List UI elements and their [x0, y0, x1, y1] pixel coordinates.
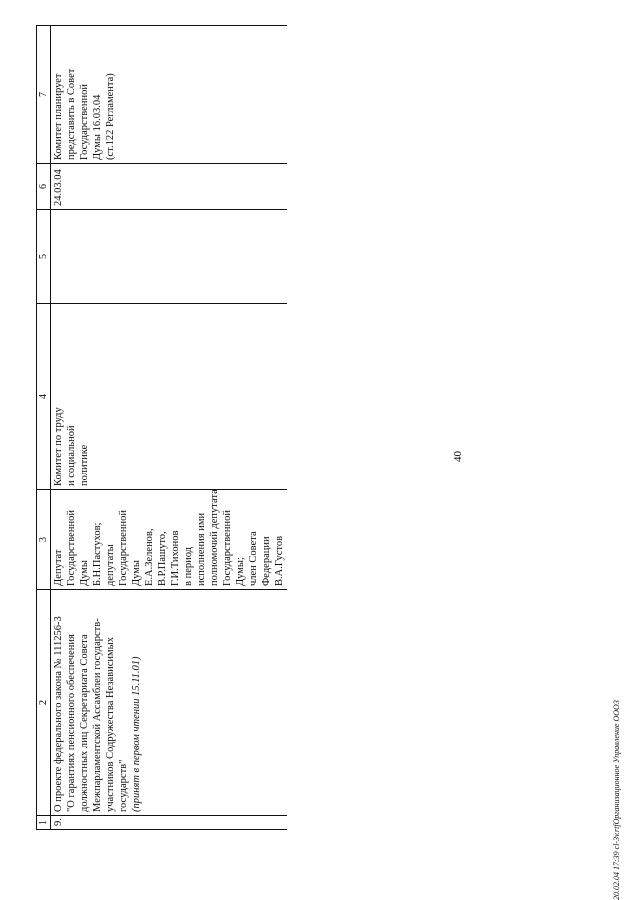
initiator-line: Б.Н.Пастухов; [92, 522, 103, 586]
note-line: представить в Совет [66, 68, 77, 160]
committee-line: политике [79, 444, 90, 486]
initiator-line: исполнения ими [196, 512, 207, 586]
committee-cell [51, 304, 288, 490]
initiator-line: Государственной [66, 510, 77, 586]
initiator-line: В.Р.Пашуто, [157, 531, 168, 586]
column5-cell [51, 210, 288, 304]
first-reading-note: (принят в первом чтении 15.11.01) [131, 656, 142, 812]
footer-stamp: 20.02.04 17:39 cl-3v.rtfОрганизационное Управление ООО3 [612, 700, 621, 900]
table-row [51, 26, 288, 830]
column-number: 3 [37, 490, 51, 590]
column-number: 2 [37, 590, 51, 816]
bill-title-line: "О гарантиях пенсионного обеспечения [66, 634, 77, 812]
committee-line: Комитет по труду [53, 407, 64, 486]
bill-title-line: государств" [118, 759, 129, 812]
column-number: 4 [37, 304, 51, 490]
page-number: 40 [452, 451, 464, 462]
initiator-line: В.А.Густов [274, 535, 285, 586]
initiator-line: Государственной [222, 510, 233, 586]
column-number-row [37, 26, 51, 830]
column-number: 6 [37, 164, 51, 210]
bill-title-line: должностных лиц Секретариата Совета [79, 634, 90, 812]
initiator-line: Государственной [118, 510, 129, 586]
bill-title-line: О проекте федерального закона № 111256-3 [53, 616, 64, 812]
initiator-line: Г.И.Тихонов [170, 530, 181, 586]
initiator-line: в период [183, 546, 194, 586]
note-line: Комитет планирует [53, 73, 64, 160]
notes-cell [51, 26, 288, 164]
initiator-line: полномочий депутата [209, 489, 220, 586]
column-number: 1 [37, 816, 51, 830]
bill-title-cell [51, 590, 288, 816]
row-number: 9. [51, 816, 288, 830]
initiator-line: Думы [131, 560, 142, 586]
column-number: 7 [37, 26, 51, 164]
initiator-line: член Совета [248, 531, 259, 586]
note-line: (ст.122 Регламента) [105, 73, 116, 160]
bill-title-line: участников Содружества Независимых [105, 637, 116, 812]
initiator-line: Думы [79, 560, 90, 586]
initiator-line: Депутат [53, 549, 64, 586]
committee-line: и социальной [66, 425, 77, 486]
initiators-cell [51, 490, 288, 590]
date-cell: 24.03.04 [51, 164, 288, 210]
initiator-line: Думы; [235, 557, 246, 586]
bills-table [36, 25, 287, 830]
note-line: Государственной [79, 84, 90, 160]
column-number: 5 [37, 210, 51, 304]
initiator-line: депутаты [105, 544, 116, 586]
note-line: Думы 16.03.04 [92, 94, 103, 160]
initiator-line: Е.А.Зеленов, [144, 528, 155, 586]
initiator-line: Федерации [261, 536, 272, 586]
bill-title-line: Межпарламентской Ассамблеи государств- [92, 618, 103, 812]
